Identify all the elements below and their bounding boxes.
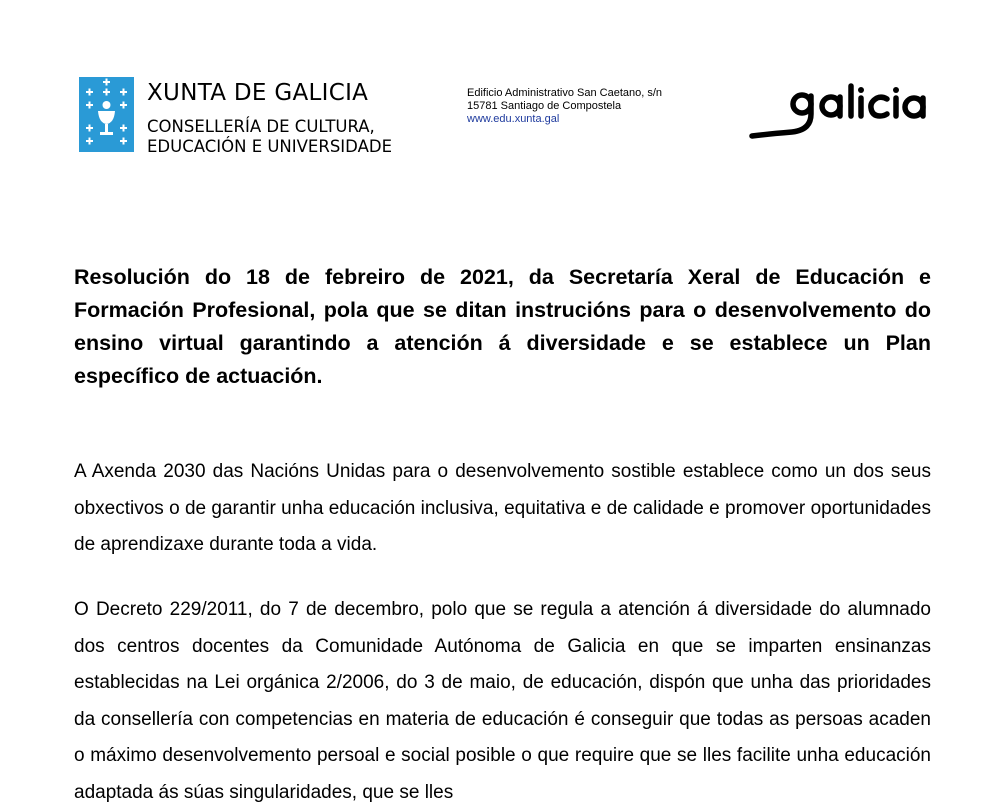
org-name: XUNTA DE GALICIA [147, 80, 369, 106]
galicia-logo-icon [748, 78, 934, 142]
letterhead [0, 0, 1000, 170]
website-link[interactable]: www.edu.xunta.gal [467, 113, 560, 125]
address-block [467, 87, 662, 126]
address-line-2: 15781 Santiago de Compostela [467, 100, 622, 112]
department-line-1: CONSELLERÍA DE CULTURA, [147, 117, 375, 136]
department-name [147, 117, 392, 157]
department-line-2: EDUCACIÓN E UNIVERSIDADE [147, 137, 392, 156]
xunta-shield-cross-icon [79, 77, 134, 152]
paragraph-2: O Decreto 229/2011, do 7 de decembro, polo que se regula a atención á diversidade do alumnado dos centros docentes da Comunidade Autónoma de Galicia en que se imparten ensinanzas establecidas na Lei orgánica 2/2006, do 3 de maio, de educación, dispón que unha das prioridades da consellería con competencias en materia de educación é conseguir que todas as persoas acaden o máximo desenvolvemento persoal e social posible o que require que se lles facilite unha educación adaptada ás súas singularidades, que se lles [74, 599, 931, 803]
document-title: Resolución do 18 de febreiro de 2021, da Secretaría Xeral de Educación e Formación Profesional, pola que se ditan instrucións para o desenvolvemento do ensino virtual garantindo a atención á diversidade e se establece un Plan específico de actuación. [74, 265, 931, 388]
paragraph-1: A Axenda 2030 das Nacións Unidas para o desenvolvemento sostible establece como un dos seus obxectivos o de garantir unha educación inclusiva, equitativa e de calidade e promover oportunidades de aprendizaxe durante toda a vida. [74, 461, 931, 555]
address-line-1: Edificio Administrativo San Caetano, s/n [467, 87, 663, 99]
